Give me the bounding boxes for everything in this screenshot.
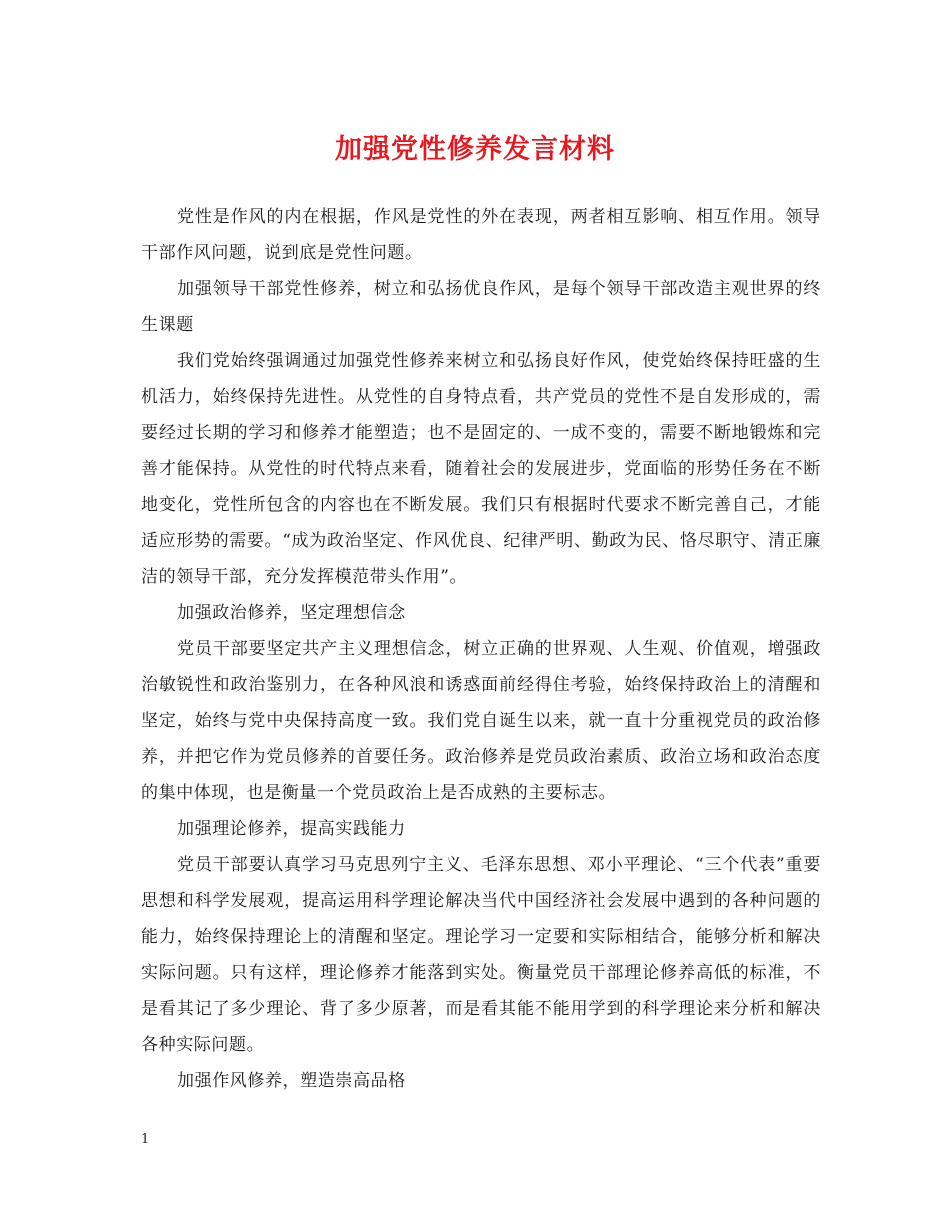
paragraph-political-cultivation: 党员干部要坚定共产主义理想信念，树立正确的世界观、人生观、价值观，增强政治敏锐性和政治鉴别力，在各种风浪和诱惑面前经得住考验，始终保持政治上的清醒和坚定，始终与党中央保持高度一致。我们党自诞生以来，就一直十分重视党员的政治修养，并把它作为党员修养的首要任务。政治修养是党员政治素质、政治立场和政治态度的集中体现，也是衡量一个党员政治上是否成熟的主要标志。 (141, 639, 821, 803)
paragraph-lifelong-topic: 加强领导干部党性修养，树立和弘扬优良作风，是每个领导干部改造主观世界的终生课题 (141, 279, 821, 335)
document-title: 加强党性修养发言材料 (335, 134, 615, 165)
section-heading-style: 加强作风修养，塑造崇高品格 (177, 1071, 406, 1091)
section-heading-theory: 加强理论修养，提高实践能力 (177, 819, 406, 839)
page-number: 1 (141, 1132, 150, 1147)
section-heading-political: 加强政治修养，坚定理想信念 (177, 603, 406, 623)
paragraph-intro: 党性是作风的内在根据，作风是党性的外在表现，两者相互影响、相互作用。领导干部作风问题，说到底是党性问题。 (141, 207, 821, 263)
document-body (141, 199, 821, 1099)
paragraph-party-style: 我们党始终强调通过加强党性修养来树立和弘扬良好作风，使党始终保持旺盛的生机活力，始终保持先进性。从党性的自身特点看，共产党员的党性不是自发形成的，需要经过长期的学习和修养才能塑造；也不是固定的、一成不变的，需要不断地锻炼和完善才能保持。从党性的时代特点来看，随着社会的发展进步，党面临的形势任务在不断地变化，党性所包含的内容也在不断发展。我们只有根据时代要求不断完善自己，才能适应形势的需要。“成为政治坚定、作风优良、纪律严明、勤政为民、恪尽职守、清正廉洁的领导干部，充分发挥模范带头作用”。 (141, 351, 821, 587)
paragraph-theory-cultivation: 党员干部要认真学习马克思列宁主义、毛泽东思想、邓小平理论、“三个代表”重要思想和科学发展观，提高运用科学理论解决当代中国经济社会发展中遇到的各种问题的能力，始终保持理论上的清醒和坚定。理论学习一定要和实际相结合，能够分析和解决实际问题。只有这样，理论修养才能落到实处。衡量党员干部理论修养高低的标准，不是看其记了多少理论、背了多少原著，而是看其能不能用学到的科学理论来分析和解决各种实际问题。 (141, 855, 821, 1055)
